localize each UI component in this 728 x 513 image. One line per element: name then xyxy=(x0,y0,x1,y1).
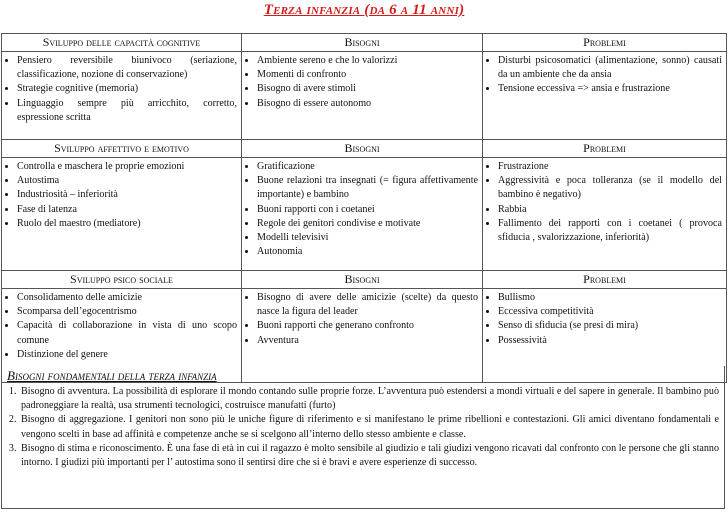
column-problems xyxy=(483,34,726,139)
list-item: 1. Bisogno di avventura. La possibilità di esplorare il mondo contando sulle proprie forze. L’avventura può estendersi a mondi virtuali e del sapere in generale. Il bambino può padroneggiare la realtà, usa strumenti tecnologici, costruisce manufatti (furto) xyxy=(19,385,719,413)
bullet-list xyxy=(483,158,726,270)
list-item: • Buoni rapporti che generano confronto xyxy=(257,319,478,333)
list-item: • Bisogno di essere autonomo xyxy=(257,97,478,111)
list-item: • Pensiero reversibile biunivoco (seriazione, classificazione, nozione di conservazione) xyxy=(17,54,237,82)
column-header: Sviluppo affettivo e emotivo xyxy=(2,140,241,158)
list-item: • Regole dei genitori condivise e motivate xyxy=(257,217,478,231)
list-item: • Linguaggio sempre più arricchito, corretto, espressione scritta xyxy=(17,97,237,125)
list-item: • Ambiente sereno e che lo valorizzi xyxy=(257,54,478,68)
bullet-list xyxy=(242,158,482,270)
column-header: Sviluppo delle capacità cognitive xyxy=(2,34,241,52)
column-development xyxy=(2,34,242,139)
section-cognitive xyxy=(2,34,726,140)
list-item: • Buone relazioni tra insegnati (= figura affettivamente importante) e bambino xyxy=(257,174,478,202)
bullet-list xyxy=(2,52,241,139)
bullet-list xyxy=(2,158,241,270)
section-affective xyxy=(2,140,726,271)
list-item: • Bullismo xyxy=(498,291,722,305)
list-item: • Controlla e maschera le proprie emozioni xyxy=(17,160,237,174)
list-item: • Disturbi psicosomatici (alimentazione, sonno) causati da un ambiente che da ansia xyxy=(498,54,722,82)
page-title: Terza infanzia (da 6 a 11 anni) xyxy=(263,2,465,18)
column-development xyxy=(2,140,242,270)
fundamental-needs-box xyxy=(1,366,725,509)
list-item: • Modelli televisivi xyxy=(257,231,478,245)
list-item: 2. Bisogno di aggregazione. I genitori non sono più le uniche figure di riferimento e si manifestano le prime ribellioni e contestazioni. Gli amici diventano fondamentali e vengono scelti in base ad affinità e competenze anche se si scelgono all’interno dello stesso ambiente e classe. xyxy=(19,413,719,441)
list-item: • Bisogno di avere stimoli xyxy=(257,82,478,96)
list-item: • Strategie cognitive (memoria) xyxy=(17,82,237,96)
list-item: • Senso di sfiducia (se presi di mira) xyxy=(498,319,722,333)
list-item: • Scomparsa dell’egocentrismo xyxy=(17,305,237,319)
column-needs xyxy=(242,140,483,270)
list-item: • Rabbia xyxy=(498,203,722,217)
list-item: • Industriosità – inferiorità xyxy=(17,188,237,202)
list-item: • Gratificazione xyxy=(257,160,478,174)
list-item: • Aggressività e poca tolleranza (se il modello del bambino è negativo) xyxy=(498,174,722,202)
list-item: • Eccessiva competitività xyxy=(498,305,722,319)
list-item: • Bisogno di avere delle amicizie (scelte) da questo nasce la figura del leader xyxy=(257,291,478,319)
list-item: • Possessività xyxy=(498,334,722,348)
column-header: Bisogni xyxy=(242,140,482,158)
list-item: • Buoni rapporti con i coetanei xyxy=(257,203,478,217)
column-header: Bisogni xyxy=(242,271,482,289)
list-item: • Tensione eccessiva => ansia e frustrazione xyxy=(498,82,722,96)
list-item: • Distinzione del genere xyxy=(17,348,237,362)
column-header: Bisogni xyxy=(242,34,482,52)
bullet-list xyxy=(483,52,726,139)
column-header: Problemi xyxy=(483,34,726,52)
list-item: • Fase di latenza xyxy=(17,203,237,217)
list-item: • Avventura xyxy=(257,334,478,348)
list-item: • Momenti di confronto xyxy=(257,68,478,82)
column-header: Problemi xyxy=(483,140,726,158)
bullet-list xyxy=(242,52,482,139)
list-item: • Autostima xyxy=(17,174,237,188)
list-item: • Capacità di collaborazione in vista di uno scopo comune xyxy=(17,319,237,347)
column-header: Sviluppo psico sociale xyxy=(2,271,241,289)
column-problems xyxy=(483,140,726,270)
list-item: • Fallimento dei rapporti con i coetanei ( provoca sfiducia , svalorizzazione, inferiorità) xyxy=(498,217,722,245)
development-table xyxy=(1,33,727,383)
fundamental-needs-title: Bisogni fondamentali della terza infanzia xyxy=(7,368,217,383)
list-item: • Autonomia xyxy=(257,245,478,259)
list-item: • Frustrazione xyxy=(498,160,722,174)
list-item: 3. Bisogno di stima e riconoscimento. È una fase di età in cui il ragazzo è molto sensibile al giudizio e tali giudizi vengono ricavati dal confronto con le persone che gli stanno intorno. I giudizi più importanti per l’ autostima sono il sentirsi dire che si è bravi e avere esperienze di successo. xyxy=(19,442,719,470)
column-needs xyxy=(242,34,483,139)
list-item: • Consolidamento delle amicizie xyxy=(17,291,237,305)
numbered-list xyxy=(7,385,719,470)
column-header: Problemi xyxy=(483,271,726,289)
list-item: • Ruolo del maestro (mediatore) xyxy=(17,217,237,231)
